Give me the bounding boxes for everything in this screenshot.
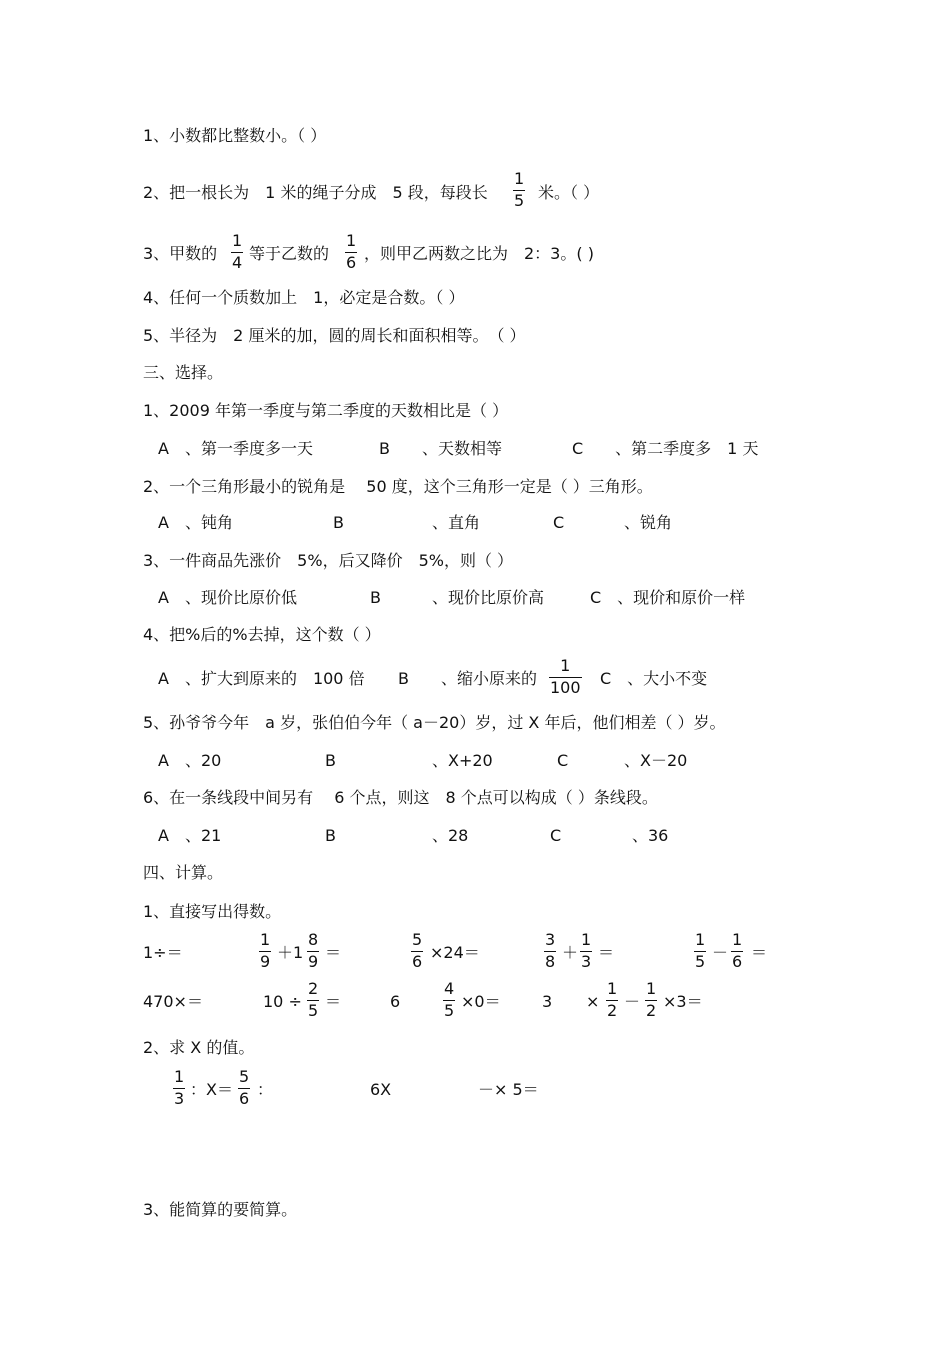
denominator: 9 xyxy=(260,952,271,971)
calc-r2-expr3: 6 xyxy=(390,992,401,1011)
denominator: 5 xyxy=(514,191,525,210)
judge-q3-middle: 等于乙数的 xyxy=(249,244,330,263)
denominator: 6 xyxy=(732,952,743,971)
denominator: 2 xyxy=(607,1001,618,1020)
choice-q4-option-b: B 、缩小原来的 xyxy=(398,669,537,688)
choice-q5: 5、孙爷爷今年 a 岁，张伯伯今年（ a－20）岁，过 X 年后，他们相差（ ）岁。 xyxy=(143,713,726,732)
calc-x-expr3: －× 5＝ xyxy=(478,1080,539,1099)
calc-r1-e4-equals: ＝ xyxy=(598,943,615,962)
calc-r2-e5-times: × xyxy=(586,992,600,1011)
judge-q2-fraction xyxy=(513,170,525,210)
denominator: 8 xyxy=(545,952,556,971)
calc-r2-expr1: 470×＝ xyxy=(143,992,203,1011)
calc-r2-e4-fraction xyxy=(443,980,455,1020)
judge-q5: 5、半径为 2 厘米的加，圆的周长和面积相等。 （ ） xyxy=(143,326,526,345)
denominator: 9 xyxy=(308,952,319,971)
choice-q5-option-c-text: 、X－20 xyxy=(624,751,688,770)
calc-r1-e3-fraction xyxy=(411,931,423,971)
calc-x-fraction-1 xyxy=(173,1068,185,1108)
numerator: 1 xyxy=(607,979,618,998)
choice-q1-option-b: B 、天数相等 xyxy=(379,439,502,458)
calc-x-fraction-2 xyxy=(238,1068,250,1108)
section-choice-heading: 三、选择。 xyxy=(143,363,224,382)
numerator: 1 xyxy=(346,231,357,250)
choice-q6-option-c: C xyxy=(550,826,562,845)
calc-x-middle: ：X＝ xyxy=(190,1080,233,1099)
section-calc-heading: 四、计算。 xyxy=(143,863,224,882)
judge-q2-tail: 米。（ ） xyxy=(538,183,600,202)
judge-q1: 1、小数都比整数小。（ ） xyxy=(143,126,327,145)
calc-r1-e4-fraction-1 xyxy=(544,931,556,971)
judge-q4: 4、任何一个质数加上 1，必定是合数。（ ） xyxy=(143,288,465,307)
choice-q4-option-a: A 、扩大到原来的 100 倍 xyxy=(158,669,365,688)
calc-x-expr2: 6X xyxy=(370,1080,392,1099)
calc-sub2-title: 2、求 X 的值。 xyxy=(143,1038,255,1057)
numerator: 1 xyxy=(581,930,592,949)
calc-r1-e2-fraction-2 xyxy=(307,931,319,971)
numerator: 1 xyxy=(260,930,271,949)
choice-q4-fraction xyxy=(549,657,582,697)
choice-q2-option-b-text: 、直角 xyxy=(432,513,481,532)
choice-q3-option-c: C 、现价和原价一样 xyxy=(590,588,746,607)
choice-q6-option-c-text: 、36 xyxy=(632,826,669,845)
numerator: 3 xyxy=(545,930,556,949)
denominator: 4 xyxy=(232,253,243,272)
calc-r1-e5-equals: ＝ xyxy=(751,943,768,962)
choice-q6-option-b-text: 、28 xyxy=(432,826,469,845)
choice-q5-option-a: A 、20 xyxy=(158,751,222,770)
calc-r1-e4-plus: ＋ xyxy=(562,943,579,962)
calc-r1-e5-fraction-2 xyxy=(731,931,743,971)
judge-q3-tail: ，则甲乙两数之比为 2：3。( ) xyxy=(364,244,594,263)
choice-q3-option-b-text: 、现价比原价高 xyxy=(432,588,545,607)
numerator: 1 xyxy=(174,1067,185,1086)
calc-r2-e2-pre: 10 ÷ xyxy=(263,992,302,1011)
denominator: 6 xyxy=(346,253,357,272)
numerator: 5 xyxy=(412,930,423,949)
numerator: 8 xyxy=(308,930,319,949)
calc-r2-e2-fraction xyxy=(307,980,319,1020)
choice-q6-option-a: A 、21 xyxy=(158,826,222,845)
calc-r2-e4-rest: ×0＝ xyxy=(461,992,501,1011)
choice-q5-option-b-text: 、X+20 xyxy=(432,751,493,770)
judge-q3-fraction-1 xyxy=(231,232,243,272)
calc-r2-e5-number: 3 xyxy=(542,992,553,1011)
numerator: 5 xyxy=(239,1067,250,1086)
choice-q6: 6、在一条线段中间另有 6 个点，则这 8 个点可以构成（ ）条线段。 xyxy=(143,788,658,807)
choice-q1-option-a: A 、第一季度多一天 xyxy=(158,439,313,458)
denominator: 6 xyxy=(412,952,423,971)
denominator: 3 xyxy=(581,952,592,971)
choice-q2-option-c-text: 、锐角 xyxy=(624,513,673,532)
denominator: 5 xyxy=(444,1001,455,1020)
calc-r1-e5-fraction-1 xyxy=(694,931,706,971)
numerator: 4 xyxy=(444,979,455,998)
denominator: 100 xyxy=(550,678,581,697)
choice-q4-option-c: C 、大小不变 xyxy=(600,669,708,688)
numerator: 1 xyxy=(695,930,706,949)
denominator: 5 xyxy=(308,1001,319,1020)
calc-sub3-title: 3、能简算的要简算。 xyxy=(143,1200,298,1219)
calc-r2-e5-minus: － xyxy=(624,992,641,1011)
calc-r1-e5-minus: － xyxy=(712,943,729,962)
denominator: 5 xyxy=(695,952,706,971)
judge-q2-text: 2、把一根长为 1 米的绳子分成 5 段，每段长 xyxy=(143,183,488,202)
judge-q3-text: 3、甲数的 xyxy=(143,244,218,263)
choice-q2-option-c: C xyxy=(553,513,565,532)
choice-q4: 4、把%后的%去掉，这个数（ ） xyxy=(143,625,381,644)
calc-sub1-title: 1、直接写出得数。 xyxy=(143,902,282,921)
denominator: 3 xyxy=(174,1089,185,1108)
choice-q3: 3、一件商品先涨价 5%，后又降价 5%，则（ ） xyxy=(143,551,514,570)
choice-q6-option-b: B xyxy=(325,826,336,845)
choice-q2: 2、一个三角形最小的锐角是 50 度，这个三角形一定是（ ）三角形。 xyxy=(143,477,653,496)
calc-r2-e5-fraction-1 xyxy=(606,980,618,1020)
choice-q2-option-a: A 、钝角 xyxy=(158,513,233,532)
choice-q2-option-b: B xyxy=(333,513,344,532)
numerator: 1 xyxy=(646,979,657,998)
choice-q5-option-c: C xyxy=(557,751,569,770)
choice-q1: 1、2009 年第一季度与第二季度的天数相比是（ ） xyxy=(143,401,509,420)
numerator: 1 xyxy=(514,169,525,188)
calc-r1-e2-plus: ＋1 xyxy=(277,943,304,962)
choice-q3-option-a: A 、现价比原价低 xyxy=(158,588,297,607)
denominator: 6 xyxy=(239,1089,250,1108)
numerator: 1 xyxy=(232,231,243,250)
calc-r1-e3-rest: ×24＝ xyxy=(430,943,480,962)
calc-r2-e5-fraction-2 xyxy=(645,980,657,1020)
denominator: 2 xyxy=(646,1001,657,1020)
numerator: 1 xyxy=(732,930,743,949)
choice-q5-option-b: B xyxy=(325,751,336,770)
numerator: 1 xyxy=(560,656,571,675)
calc-x-colon: ： xyxy=(257,1080,274,1099)
calc-r1-e2-fraction-1 xyxy=(259,931,271,971)
calc-r2-e2-equals: ＝ xyxy=(325,992,342,1011)
choice-q3-option-b: B xyxy=(370,588,381,607)
judge-q3-fraction-2 xyxy=(345,232,357,272)
calc-r1-expr1: 1÷＝ xyxy=(143,943,183,962)
calc-r2-e5-rest: ×3＝ xyxy=(663,992,703,1011)
calc-r1-e2-equals: ＝ xyxy=(325,943,342,962)
numerator: 2 xyxy=(308,979,319,998)
calc-r1-e4-fraction-2 xyxy=(580,931,592,971)
choice-q1-option-c: C 、第二季度多 1 天 xyxy=(572,439,759,458)
